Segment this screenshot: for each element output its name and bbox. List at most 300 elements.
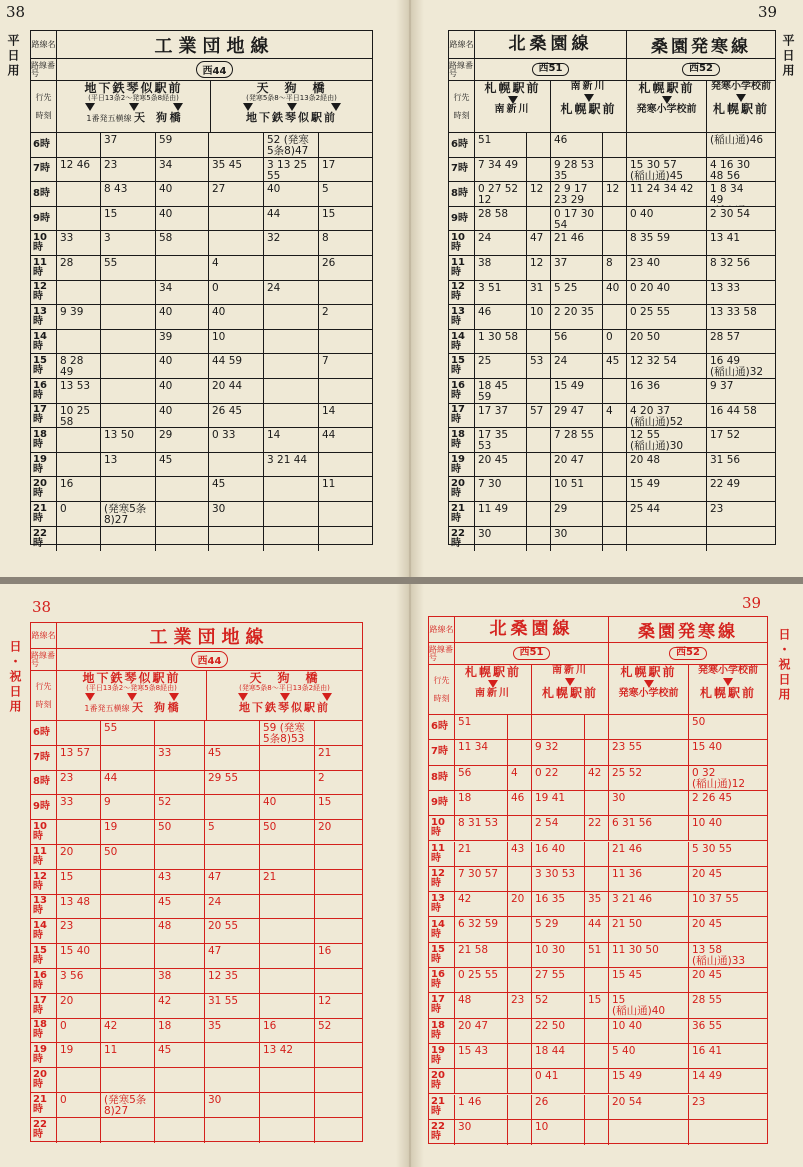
time-cell: 29 xyxy=(551,502,603,526)
time-cell: 40 xyxy=(603,281,627,305)
time-cell: 15 49 xyxy=(551,379,603,403)
time-cell: 18 xyxy=(155,1019,205,1043)
time-cell xyxy=(585,842,609,866)
time-cell: 15 xyxy=(318,796,332,809)
time-cell: 0 22 xyxy=(532,766,585,790)
time-cell: 21 xyxy=(260,870,315,894)
time-cell: 0 40 xyxy=(627,207,707,231)
time-cell: 19 xyxy=(57,1043,101,1067)
hour-label: 13時 xyxy=(31,895,57,919)
hour-label: 10時 xyxy=(449,231,475,255)
time-cell: 51 xyxy=(585,943,609,967)
time-cell: 11 xyxy=(101,1043,155,1067)
time-cell xyxy=(260,919,315,943)
timetable-right xyxy=(428,616,768,1144)
time-cell: 22 49 xyxy=(710,478,741,491)
time-cell: 0 27 52 12 xyxy=(475,182,527,206)
arrow-icon xyxy=(280,693,290,701)
time-cell: 14 49 xyxy=(692,1070,723,1083)
time-cell: 20 xyxy=(57,845,101,869)
timetable-left xyxy=(30,30,373,549)
time-cell: 7 30 57 xyxy=(455,867,508,891)
time-cell: 4 xyxy=(603,404,627,428)
time-cell: 13 53 xyxy=(57,379,101,403)
time-cell: 52 xyxy=(155,795,205,819)
hour-label: 16時 xyxy=(449,379,475,403)
route-name-label: 路線名 xyxy=(31,31,57,58)
time-cell: 3 xyxy=(101,231,156,255)
time-cell xyxy=(603,158,627,182)
route-badge-b: 西52 xyxy=(682,63,720,76)
time-cell: 47 xyxy=(205,944,260,968)
destination-header xyxy=(449,81,775,133)
time-cell xyxy=(260,969,315,993)
hour-label: 22時 xyxy=(449,527,475,552)
time-cell: 16 49 (稲山通)32 xyxy=(710,355,764,378)
time-cell: 47 xyxy=(527,231,551,255)
time-cell: 11 xyxy=(322,478,336,491)
time-cell xyxy=(101,1118,155,1143)
dir1-dest: 地下鉄琴似駅前 xyxy=(82,671,181,685)
time-cell: 20 45 xyxy=(692,867,723,880)
hour-label: 10時 xyxy=(31,231,57,255)
time-cell xyxy=(508,917,532,941)
time-cell: 52 (発寒5条8)47 xyxy=(264,133,319,157)
time-cell: 13 58 (稲山通)33 xyxy=(692,943,746,967)
hour-label: 7時 xyxy=(449,158,475,182)
hour-label: 7時 xyxy=(429,740,455,764)
table-row xyxy=(449,158,775,183)
time-cell: 30 xyxy=(551,527,603,552)
time-cell: 45 xyxy=(209,477,264,501)
time-cell: 57 xyxy=(527,404,551,428)
dest-label: 行先 xyxy=(35,681,52,691)
time-cell xyxy=(57,207,101,231)
hour-label: 21時 xyxy=(31,1093,57,1117)
time-cell: 30 xyxy=(609,791,689,815)
table-row xyxy=(429,867,767,892)
time-cell xyxy=(508,968,532,992)
table-row xyxy=(429,740,767,765)
time-cell: 55 xyxy=(101,721,155,745)
time-cell: 59 (発寒5条8)53 xyxy=(260,721,315,745)
hour-label: 6時 xyxy=(449,133,475,157)
time-cell: 23 xyxy=(710,503,724,515)
time-cell: 8 xyxy=(322,232,329,245)
hour-label: 18時 xyxy=(31,428,57,452)
arrow-icon xyxy=(565,678,575,686)
time-cell xyxy=(315,870,362,894)
time-cell xyxy=(603,207,627,231)
dest-label: 行先 xyxy=(453,92,470,102)
time-cell: 38 xyxy=(155,969,205,993)
time-cell xyxy=(264,477,319,501)
time-cell: 16 xyxy=(57,477,101,501)
time-cell: 20 45 xyxy=(475,453,527,477)
hour-label: 13時 xyxy=(31,305,57,329)
route-badge-a: 西51 xyxy=(532,63,570,76)
time-cell: 15 xyxy=(585,993,609,1017)
time-cell xyxy=(319,330,372,354)
table-row xyxy=(31,845,362,870)
time-cell xyxy=(527,330,551,354)
time-label: 時刻 xyxy=(453,110,470,120)
hour-label: 17時 xyxy=(31,404,57,428)
time-cell xyxy=(508,816,532,840)
route-name-row xyxy=(31,31,372,59)
holiday-spread xyxy=(0,584,803,1167)
time-cell: 10 xyxy=(527,305,551,329)
time-cell: 25 52 xyxy=(609,766,689,790)
time-cell xyxy=(508,943,532,967)
time-cell: 4 16 30 48 56 xyxy=(710,158,751,182)
dir1-sub2: 天 狗 xyxy=(134,110,168,124)
time-cell: 20 55 xyxy=(205,919,260,943)
time-cell: 11 34 xyxy=(455,740,508,764)
time-cell: 14 xyxy=(264,428,319,452)
hour-label: 10時 xyxy=(31,820,57,844)
time-cell xyxy=(527,379,551,403)
hour-label: 19時 xyxy=(449,453,475,477)
dir-a2-sub: 札幌駅前 xyxy=(560,101,617,116)
table-row xyxy=(429,917,767,942)
time-cell xyxy=(101,527,156,552)
time-cell xyxy=(101,895,155,919)
time-cell xyxy=(627,133,707,157)
dir1-header xyxy=(57,81,211,132)
table-row xyxy=(31,746,362,771)
time-cell: 56 xyxy=(551,330,603,354)
hour-label: 18時 xyxy=(429,1019,455,1043)
time-cell: 39 xyxy=(156,330,209,354)
arrow-icon xyxy=(644,680,654,688)
route-badge-a: 西51 xyxy=(513,647,551,660)
table-row xyxy=(31,281,372,306)
table-row xyxy=(449,231,775,256)
time-cell: 23 xyxy=(101,158,156,182)
time-cell: 24 xyxy=(205,895,260,919)
time-cell: 8 35 59 xyxy=(627,231,707,255)
time-cell xyxy=(57,527,101,552)
time-cell xyxy=(264,502,319,526)
table-row xyxy=(449,182,775,207)
hour-label: 15時 xyxy=(449,354,475,378)
time-cell: 13 50 xyxy=(101,428,156,452)
time-cell: 20 45 xyxy=(692,969,723,981)
time-cell: 20 xyxy=(57,994,101,1018)
time-cell: 52 xyxy=(318,1019,332,1032)
time-cell xyxy=(527,453,551,477)
hour-label: 20時 xyxy=(449,477,475,501)
time-cell: 31 xyxy=(527,281,551,305)
route-number-row xyxy=(449,59,775,81)
time-cell: 15 40 xyxy=(57,944,101,968)
time-cell xyxy=(508,740,532,764)
arrow-icon xyxy=(662,96,672,104)
time-cell: 12 xyxy=(603,182,627,206)
time-cell xyxy=(155,1118,205,1143)
time-cell: 8 32 56 xyxy=(710,257,751,269)
time-cell xyxy=(101,477,156,501)
time-cell xyxy=(205,721,260,745)
time-cell: 32 xyxy=(264,231,319,255)
route-number-label: 路線番号 xyxy=(449,59,475,80)
time-cell: 16 xyxy=(260,1019,315,1043)
time-cell xyxy=(101,944,155,968)
time-cell xyxy=(155,1093,205,1117)
time-cell xyxy=(260,1118,315,1143)
hour-label: 12時 xyxy=(449,281,475,305)
time-cell: 35 45 xyxy=(209,158,264,182)
arrow-icon xyxy=(508,96,518,104)
time-cell: 26 xyxy=(532,1095,585,1119)
time-cell xyxy=(209,207,264,231)
table-row xyxy=(31,453,372,478)
table-row xyxy=(31,1019,362,1044)
table-row xyxy=(31,527,372,552)
time-cell xyxy=(315,1093,362,1117)
time-cell xyxy=(315,1118,362,1143)
time-cell: 6 31 56 xyxy=(609,816,689,840)
time-cell xyxy=(101,354,156,378)
hour-label: 21時 xyxy=(429,1095,455,1119)
time-cell xyxy=(209,231,264,255)
hour-label: 11時 xyxy=(449,256,475,280)
dir2-sub: 地下鉄琴似駅前 xyxy=(239,700,330,714)
time-cell xyxy=(527,207,551,231)
time-cell xyxy=(260,845,315,869)
time-cell: 59 xyxy=(156,133,209,157)
table-row xyxy=(31,994,362,1019)
hour-label: 9時 xyxy=(429,791,455,815)
table-row xyxy=(449,379,775,404)
time-cell xyxy=(260,746,315,770)
arrow-icon xyxy=(331,103,341,111)
time-cell xyxy=(315,1068,362,1092)
time-cell: 15 xyxy=(57,870,101,894)
dir2-header xyxy=(207,671,362,720)
time-cell: 22 50 xyxy=(532,1019,585,1043)
time-cell: 44 59 xyxy=(209,354,264,378)
time-cell: 16 36 xyxy=(627,379,707,403)
time-cell: 19 xyxy=(101,820,155,844)
time-cell: 16 40 xyxy=(532,842,585,866)
time-cell: 10 40 xyxy=(609,1019,689,1043)
time-cell xyxy=(156,502,209,526)
table-row xyxy=(31,795,362,820)
hour-label: 9時 xyxy=(31,207,57,231)
hour-label: 14時 xyxy=(31,919,57,943)
time-cell: 46 xyxy=(551,133,603,157)
time-cell: 10 xyxy=(532,1120,585,1145)
time-cell: 58 xyxy=(156,231,209,255)
hour-label: 19時 xyxy=(31,453,57,477)
time-cell: 40 xyxy=(209,305,264,329)
time-cell xyxy=(315,845,362,869)
hour-label: 21時 xyxy=(31,502,57,526)
dir-a2-sub: 札幌駅前 xyxy=(541,685,598,700)
time-cell: 9 39 xyxy=(57,305,101,329)
time-cell: 50 xyxy=(260,820,315,844)
dir1-sub3: 橋 xyxy=(167,700,179,714)
time-cell xyxy=(603,231,627,255)
time-cell xyxy=(319,453,372,477)
hour-label: 7時 xyxy=(31,746,57,770)
dest-label: 行先 xyxy=(433,675,450,685)
book-gutter xyxy=(396,584,424,1167)
time-cell: 47 xyxy=(205,870,260,894)
time-cell: 2 xyxy=(318,771,325,784)
time-cell: 7 34 49 xyxy=(475,158,527,182)
time-cell xyxy=(508,1095,532,1119)
time-cell xyxy=(527,428,551,452)
dir-a2-dest: 南新川 xyxy=(570,81,607,92)
table-row xyxy=(31,944,362,969)
time-cell: 13 48 xyxy=(57,895,101,919)
time-cell xyxy=(315,721,362,745)
time-cell xyxy=(264,305,319,329)
time-cell xyxy=(455,1069,508,1093)
time-cell: 0 xyxy=(57,1093,101,1117)
time-cell xyxy=(57,1068,101,1092)
time-cell: 4 xyxy=(508,766,532,790)
hour-label: 8時 xyxy=(31,182,57,206)
time-cell: 20 45 xyxy=(692,918,723,931)
destination-header xyxy=(31,671,362,721)
time-cell xyxy=(603,428,627,452)
table-row xyxy=(31,969,362,994)
time-cell xyxy=(101,1068,155,1092)
time-cell: 18 45 59 xyxy=(475,379,527,403)
time-cell: 30 xyxy=(475,527,527,552)
time-cell xyxy=(101,281,156,305)
time-cell: 18 44 xyxy=(532,1044,585,1068)
table-row xyxy=(31,428,372,453)
time-cell: 44 xyxy=(322,429,336,442)
time-cell xyxy=(585,791,609,815)
dir-b2-sub: 札幌駅前 xyxy=(712,101,769,116)
table-row xyxy=(31,1093,362,1118)
time-cell xyxy=(508,1069,532,1093)
time-cell: 20 xyxy=(508,892,532,916)
time-cell xyxy=(101,746,155,770)
page-number-left: 38 xyxy=(6,3,26,21)
time-cell: 20 xyxy=(318,821,332,834)
time-cell: 13 42 xyxy=(260,1043,315,1067)
hour-label: 20時 xyxy=(429,1069,455,1093)
time-cell: 0 xyxy=(57,1019,101,1043)
time-cell: 40 xyxy=(260,795,315,819)
arrow-icon xyxy=(243,103,253,111)
hour-label: 12時 xyxy=(429,867,455,891)
arrow-icon xyxy=(322,693,332,701)
hour-label: 16時 xyxy=(31,379,57,403)
time-cell xyxy=(57,820,101,844)
time-cell: 21 xyxy=(455,842,508,866)
dir1-sub: 1番発五横線 xyxy=(84,703,130,713)
time-cell xyxy=(585,740,609,764)
route-number-label: 路線番号 xyxy=(31,649,57,670)
time-cell: 23 40 xyxy=(627,256,707,280)
time-cell: 20 44 xyxy=(209,379,264,403)
hour-label: 8時 xyxy=(449,182,475,206)
time-cell: 29 xyxy=(156,428,209,452)
time-cell xyxy=(585,968,609,992)
time-cell xyxy=(609,1120,689,1145)
time-cell: 15 30 57 (稲山通)45 xyxy=(627,158,707,182)
dir-b2-dest: 発寒小学校前 xyxy=(711,81,771,92)
time-cell: 9 32 xyxy=(532,740,585,764)
dir1-via: (平日13条2～発寒5条8経由) xyxy=(88,93,179,102)
hour-label: 12時 xyxy=(31,281,57,305)
hour-label: 11時 xyxy=(31,845,57,869)
time-cell xyxy=(57,453,101,477)
table-row xyxy=(31,820,362,845)
dir-a1-sub: 南新川 xyxy=(475,687,511,699)
time-cell xyxy=(57,281,101,305)
route-title-b: 桑園発寒線 xyxy=(651,37,751,57)
time-cell: 16 35 xyxy=(532,892,585,916)
time-cell: 35 xyxy=(585,892,609,916)
time-cell: 55 xyxy=(101,256,156,280)
dir1-sub2: 天 狗 xyxy=(132,700,166,714)
time-cell xyxy=(508,1044,532,1068)
time-cell: 40 xyxy=(156,207,209,231)
hour-label: 14時 xyxy=(449,330,475,354)
time-cell xyxy=(264,256,319,280)
hour-label: 6時 xyxy=(31,133,57,157)
dir2-via: (発寒5条8～平日13条2経由) xyxy=(246,93,337,102)
time-cell: 23 xyxy=(692,1095,706,1108)
arrow-icon xyxy=(85,103,95,111)
time-cell: 10 51 xyxy=(551,477,603,501)
time-cell: 17 xyxy=(322,158,336,171)
table-row xyxy=(429,993,767,1018)
time-cell: 22 xyxy=(585,816,609,840)
time-cell: 13 xyxy=(101,453,156,477)
time-cell xyxy=(527,133,551,157)
time-cell: 15 49 xyxy=(627,477,707,501)
time-label: 時刻 xyxy=(35,110,52,120)
time-cell xyxy=(315,919,362,943)
time-cell: 10 30 xyxy=(532,943,585,967)
hour-label: 17時 xyxy=(449,404,475,428)
time-cell: 40 xyxy=(156,379,209,403)
time-cell xyxy=(603,453,627,477)
time-cell: 26 45 xyxy=(209,404,264,428)
time-cell xyxy=(603,133,627,157)
hour-label: 18時 xyxy=(449,428,475,452)
time-cell: 42 xyxy=(155,994,205,1018)
dir-a1-dest: 札幌駅前 xyxy=(464,665,521,679)
dir-a1-header xyxy=(475,81,551,132)
time-cell: 13 57 xyxy=(57,746,101,770)
dir1-sub3: 橋 xyxy=(169,110,181,124)
time-cell xyxy=(205,1118,260,1143)
time-cell: 9 xyxy=(101,795,155,819)
dir2-dest: 天 狗 橋 xyxy=(249,671,320,685)
time-cell: 31 56 xyxy=(710,453,741,466)
time-cell: 36 55 xyxy=(692,1019,723,1032)
table-row xyxy=(449,256,775,281)
book-gutter xyxy=(396,0,424,577)
time-cell: 33 xyxy=(57,795,101,819)
time-cell: 20 48 xyxy=(627,453,707,477)
time-cell: 42 xyxy=(455,892,508,916)
time-cell: 8 31 53 xyxy=(455,816,508,840)
time-cell xyxy=(532,715,585,739)
time-cell: 7 xyxy=(322,355,329,368)
